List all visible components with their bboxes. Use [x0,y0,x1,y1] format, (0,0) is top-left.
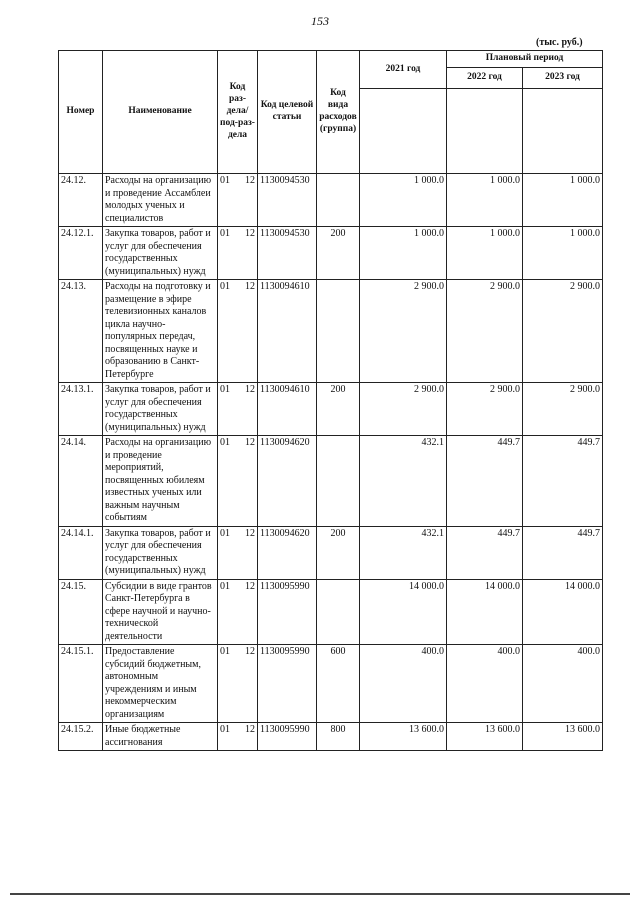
table-row [59,174,603,227]
row-section: 01 [218,174,240,227]
header-plan: Плановый период [447,51,603,68]
table-row [59,436,603,527]
header-section: Код раз-дела/ под-раз-дела [218,51,258,174]
row-target-code: 1130094620 [258,436,317,527]
row-value-2022: 400.0 [447,645,523,723]
row-name: Предоставление субсидий бюджетным, автономным учреждениям и иным некоммерческим организациям [103,645,218,723]
table-row [59,383,603,436]
row-value-2021: 432.1 [360,436,447,527]
header-expense: Код вида расходов (группа) [317,51,360,174]
row-subsection: 12 [240,383,258,436]
row-target-code: 1130094610 [258,280,317,383]
table-row [59,526,603,579]
row-value-2023: 449.7 [523,436,603,527]
row-number: 24.13. [59,280,103,383]
row-number: 24.15. [59,579,103,645]
row-expense-code: 800 [317,723,360,751]
row-subsection: 12 [240,227,258,280]
row-target-code: 1130094530 [258,174,317,227]
row-value-2021: 1 000.0 [360,227,447,280]
row-number: 24.12. [59,174,103,227]
row-value-2021: 2 900.0 [360,383,447,436]
row-name: Расходы на организацию и проведение мероприятий, посвященных юбилеям известных ученых или важным научным событиям [103,436,218,527]
row-number: 24.15.1. [59,645,103,723]
header-2023: 2023 год [523,68,603,89]
header-row [59,51,603,68]
table-body [59,174,603,751]
row-value-2022: 449.7 [447,436,523,527]
row-section: 01 [218,579,240,645]
row-subsection: 12 [240,174,258,227]
header-2022: 2022 год [447,68,523,89]
header-number: Номер [59,51,103,174]
row-value-2021: 2 900.0 [360,280,447,383]
row-expense-code: 600 [317,645,360,723]
row-section: 01 [218,280,240,383]
row-value-2021: 432.1 [360,526,447,579]
table-row [59,723,603,751]
row-number: 24.13.1. [59,383,103,436]
unit-note: (тыс. руб.) [536,37,583,48]
header-target: Код целевой статьи [258,51,317,174]
row-number: 24.15.2. [59,723,103,751]
row-name: Закупка товаров, работ и услуг для обеспечения государственных (муниципальных) нужд [103,526,218,579]
row-expense-code [317,436,360,527]
row-target-code: 1130095990 [258,645,317,723]
row-expense-code: 200 [317,383,360,436]
row-value-2022: 13 600.0 [447,723,523,751]
row-value-2021: 1 000.0 [360,174,447,227]
row-number: 24.14. [59,436,103,527]
row-target-code: 1130094530 [258,227,317,280]
row-value-2023: 449.7 [523,526,603,579]
row-name: Закупка товаров, работ и услуг для обеспечения государственных (муниципальных) нужд [103,227,218,280]
row-name: Закупка товаров, работ и услуг для обеспечения государственных (муниципальных) нужд [103,383,218,436]
row-section: 01 [218,227,240,280]
row-target-code: 1130094620 [258,526,317,579]
row-value-2021: 400.0 [360,645,447,723]
row-value-2023: 2 900.0 [523,280,603,383]
row-value-2021: 13 600.0 [360,723,447,751]
row-expense-code: 200 [317,526,360,579]
row-value-2023: 400.0 [523,645,603,723]
row-value-2023: 2 900.0 [523,383,603,436]
row-subsection: 12 [240,526,258,579]
row-expense-code: 200 [317,227,360,280]
row-name: Расходы на организацию и проведение Ассамблеи молодых ученых и специалистов [103,174,218,227]
row-value-2023: 13 600.0 [523,723,603,751]
header-name: Наименование [103,51,218,174]
row-subsection: 12 [240,723,258,751]
row-value-2022: 1 000.0 [447,174,523,227]
row-subsection: 12 [240,280,258,383]
table-row [59,579,603,645]
row-section: 01 [218,723,240,751]
row-name: Расходы на подготовку и размещение в эфире телевизионных каналов цикла научно-популярных передач, посвященных науке и образованию в Санкт-Петербурге [103,280,218,383]
row-value-2023: 14 000.0 [523,579,603,645]
row-value-2023: 1 000.0 [523,174,603,227]
bottom-rule [10,893,630,895]
row-subsection: 12 [240,579,258,645]
row-name: Субсидии в виде грантов Санкт-Петербурга в сфере научной и научно-технической деятельности [103,579,218,645]
row-value-2022: 1 000.0 [447,227,523,280]
row-section: 01 [218,383,240,436]
page-number: 153 [311,14,329,28]
row-section: 01 [218,436,240,527]
table-row [59,227,603,280]
row-value-2021: 14 000.0 [360,579,447,645]
row-subsection: 12 [240,436,258,527]
table-row [59,280,603,383]
budget-table [58,50,603,751]
row-value-2022: 449.7 [447,526,523,579]
row-value-2023: 1 000.0 [523,227,603,280]
row-name: Иные бюджетные ассигнования [103,723,218,751]
row-expense-code [317,174,360,227]
row-section: 01 [218,526,240,579]
row-subsection: 12 [240,645,258,723]
row-expense-code [317,280,360,383]
row-target-code: 1130094610 [258,383,317,436]
header-2021: 2021 год [360,51,447,89]
row-value-2022: 2 900.0 [447,280,523,383]
row-value-2022: 14 000.0 [447,579,523,645]
row-number: 24.14.1. [59,526,103,579]
row-target-code: 1130095990 [258,579,317,645]
row-number: 24.12.1. [59,227,103,280]
table-row [59,645,603,723]
row-value-2022: 2 900.0 [447,383,523,436]
row-section: 01 [218,645,240,723]
row-expense-code [317,579,360,645]
row-target-code: 1130095990 [258,723,317,751]
